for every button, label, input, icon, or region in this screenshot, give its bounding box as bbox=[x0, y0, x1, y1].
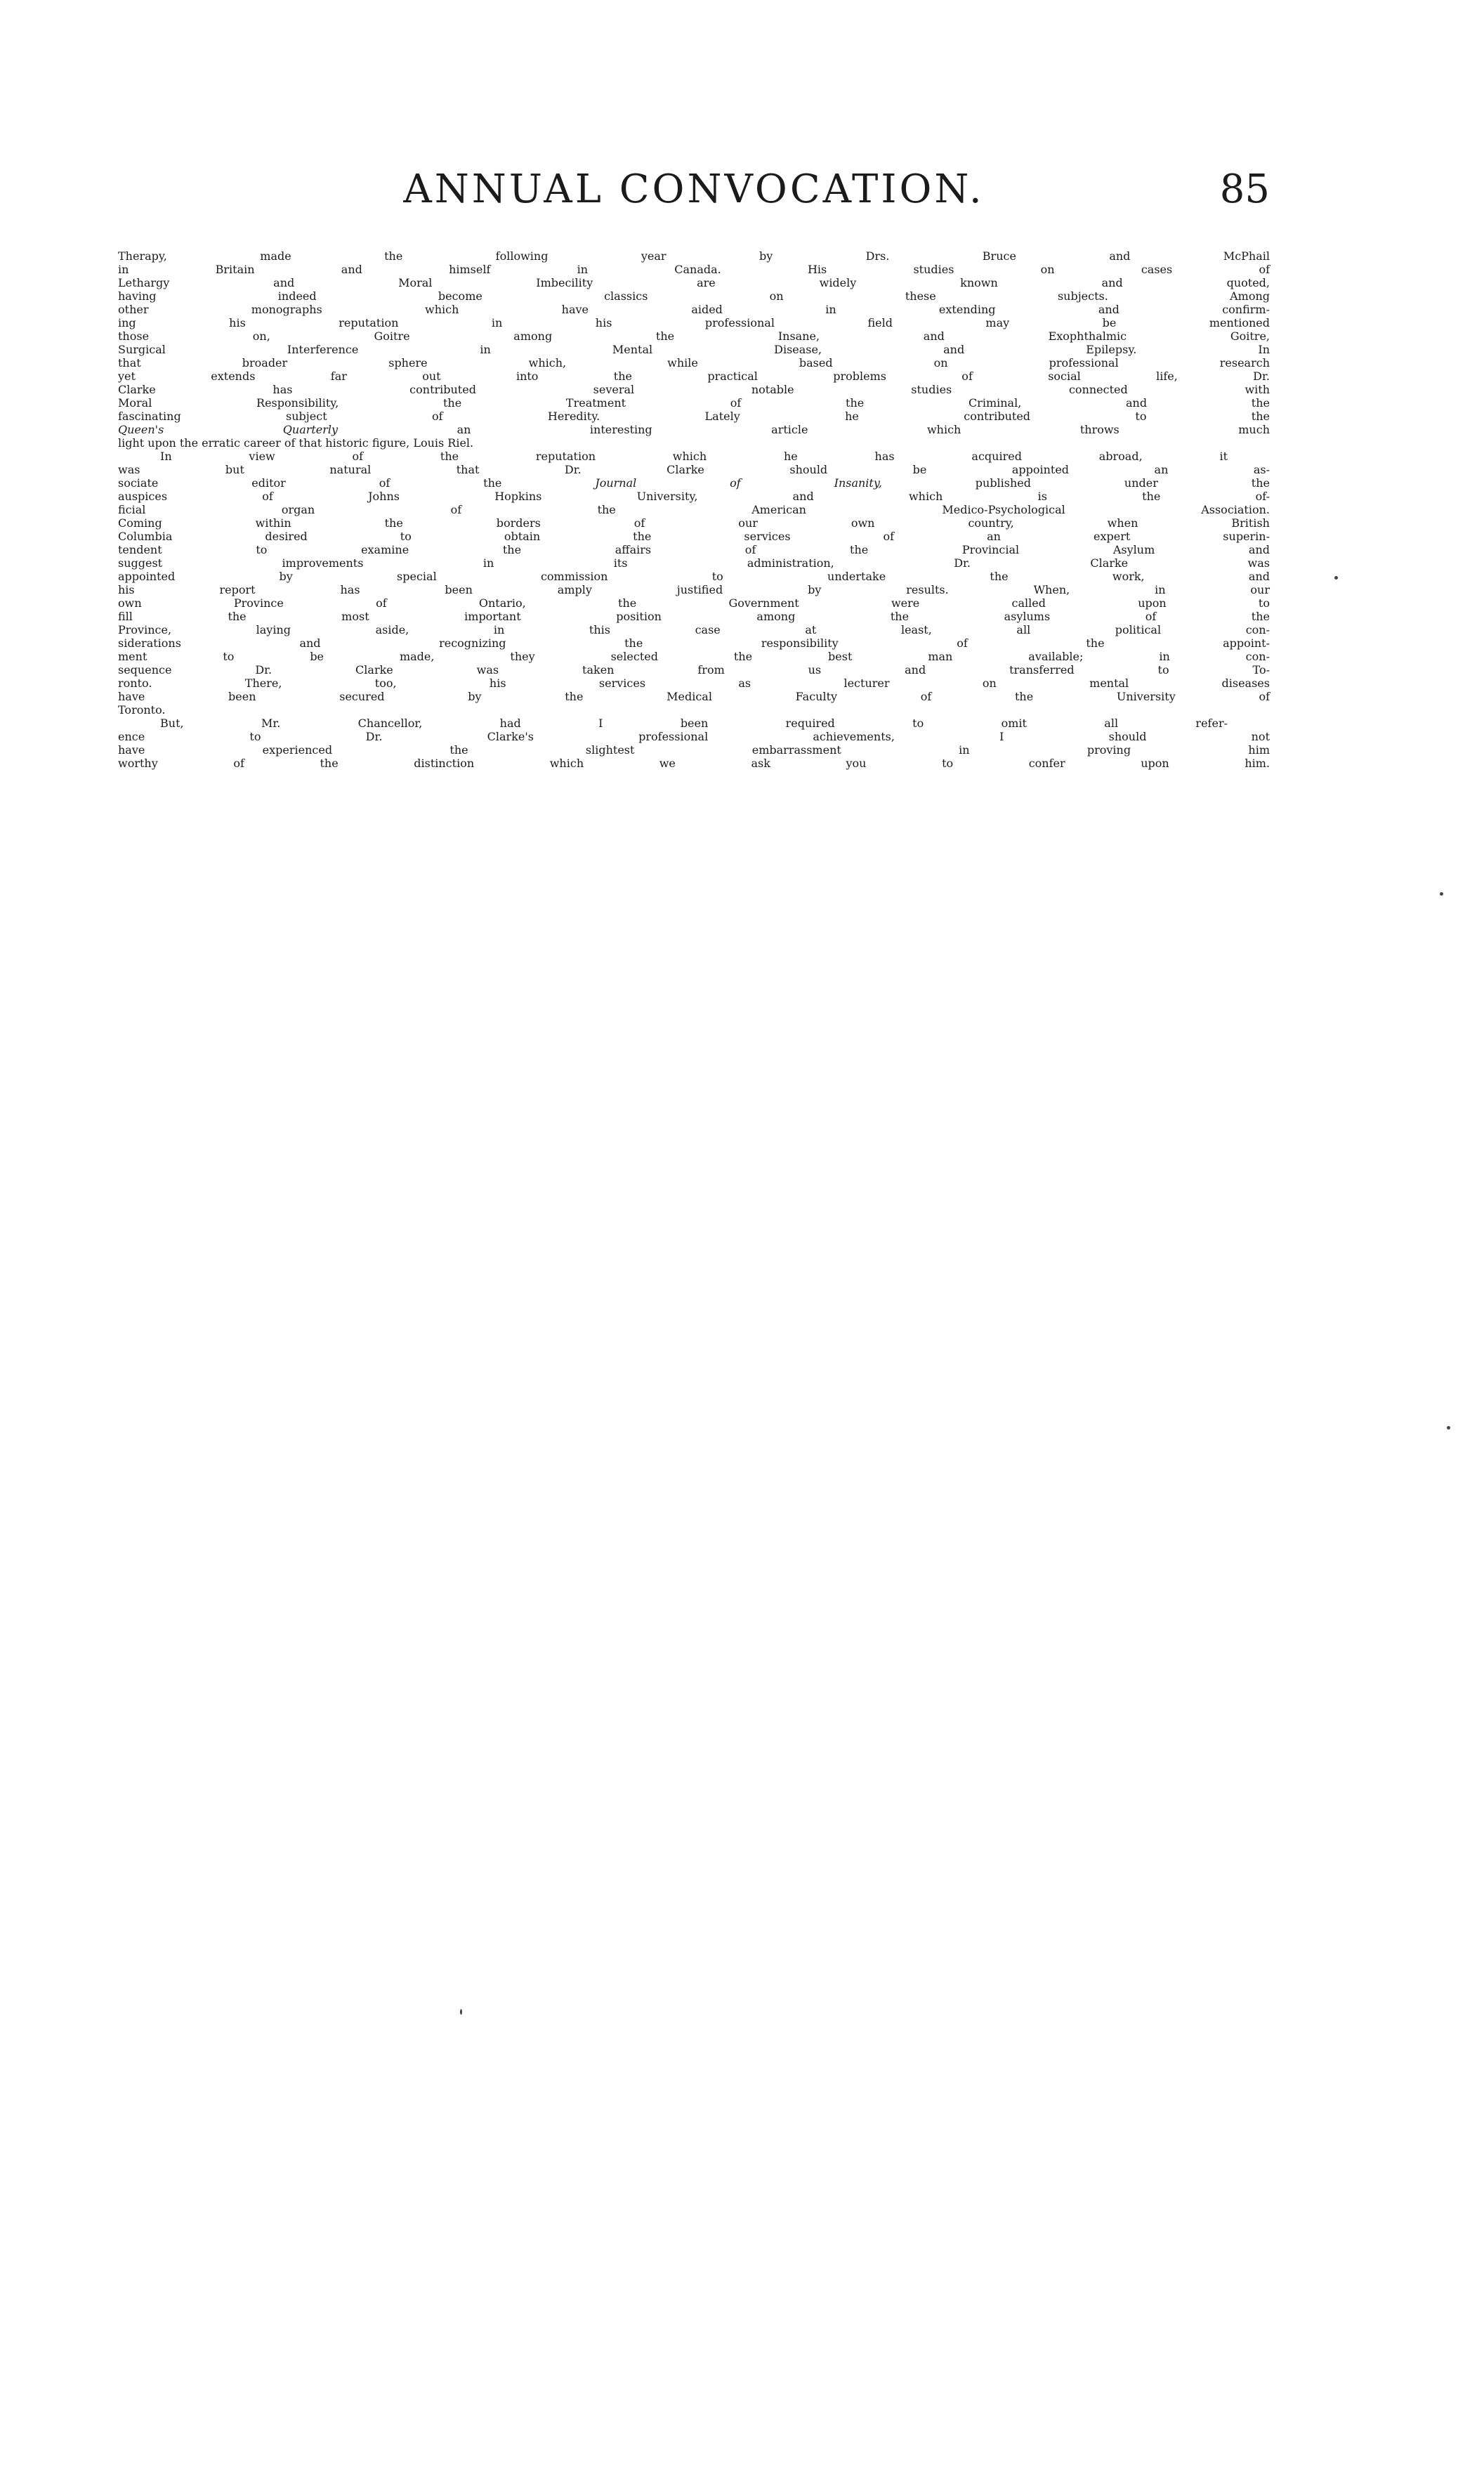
text-line: Province, laying aside, in this case at least, all political con- bbox=[118, 623, 1270, 636]
text-line: have experienced the slightest embarrassment in proving him bbox=[118, 743, 1270, 757]
body-text bbox=[118, 249, 1270, 770]
text-line: siderations and recognizing the responsibility of the appoint- bbox=[118, 636, 1270, 650]
line-rest: an interesting article which throws much bbox=[338, 423, 1270, 436]
text-line: Columbia desired to obtain the services of an expert superin- bbox=[118, 530, 1270, 543]
text-line: that broader sphere which, while based on professional research bbox=[118, 356, 1270, 370]
text-line: yet extends far out into the practical problems of social life, Dr. bbox=[118, 370, 1270, 383]
text-line: Therapy, made the following year by Drs. Bruce and McPhail bbox=[118, 249, 1270, 263]
text-line-with-italic bbox=[118, 476, 1270, 490]
text-line: Coming within the borders of our own country, when British bbox=[118, 516, 1270, 530]
text-line: in Britain and himself in Canada. His studies on cases of bbox=[118, 263, 1270, 276]
text-line: ence to Dr. Clarke's professional achievements, I should not bbox=[118, 730, 1270, 743]
text-line: Surgical Interference in Mental Disease, and Epilepsy. In bbox=[118, 343, 1270, 356]
text-line: Toronto. bbox=[118, 703, 166, 717]
text-line: was but natural that Dr. Clarke should be appointed an as- bbox=[118, 463, 1270, 476]
line-rest: published under the bbox=[881, 476, 1270, 490]
text-line: appointed by special commission to undertake the work, and bbox=[118, 570, 1270, 583]
text-line: own Province of Ontario, the Government were called upon to bbox=[118, 596, 1270, 610]
text-line: other monographs which have aided in extending and confirm- bbox=[118, 303, 1270, 316]
text-line: ing his reputation in his professional field may be mentioned bbox=[118, 316, 1270, 329]
text-line: ment to be made, they selected the best man available; in con- bbox=[118, 650, 1270, 663]
text-line: sequence Dr. Clarke was taken from us and transferred to To- bbox=[118, 663, 1270, 676]
text-line: ronto. There, too, his services as lecturer on mental diseases bbox=[118, 676, 1270, 690]
italic-title: Journal of Insanity, bbox=[595, 476, 882, 490]
print-speck bbox=[1447, 1426, 1450, 1430]
text-line: fill the most important position among the asylums of the bbox=[118, 610, 1270, 623]
text-line: ficial organ of the American Medico-Psychological Association. bbox=[118, 503, 1270, 516]
text-line: Clarke has contributed several notable studies connected with bbox=[118, 383, 1270, 396]
text-line: tendent to examine the affairs of the Provincial Asylum and bbox=[118, 543, 1270, 556]
paragraph-2 bbox=[118, 450, 1270, 717]
text-line: suggest improvements in its administration, Dr. Clarke was bbox=[118, 556, 1270, 570]
line-start: sociate editor of the bbox=[118, 476, 596, 490]
text-line-with-italic bbox=[118, 423, 1270, 436]
paragraph-1 bbox=[118, 249, 1270, 450]
print-speck bbox=[1334, 576, 1338, 580]
print-speck bbox=[460, 2009, 462, 2015]
text-line: fascinating subject of Heredity. Lately he contributed to the bbox=[118, 410, 1270, 423]
text-line: light upon the erratic career of that historic figure, Louis Riel. bbox=[118, 436, 474, 450]
page-number: 85 bbox=[1219, 166, 1270, 212]
text-line: his report has been amply justified by results. When, in our bbox=[118, 583, 1270, 596]
page-header bbox=[118, 165, 1270, 249]
text-line: worthy of the distinction which we ask you to confer upon him. bbox=[118, 757, 1270, 770]
text-line: Moral Responsibility, the Treatment of the Criminal, and the bbox=[118, 396, 1270, 410]
paragraph-3 bbox=[118, 717, 1270, 770]
text-line: But, Mr. Chancellor, had I been required to omit all refer- bbox=[160, 717, 1228, 730]
book-page bbox=[118, 165, 1270, 770]
italic-title: Queen's Quarterly bbox=[118, 423, 339, 436]
running-head: ANNUAL CONVOCATION. bbox=[403, 166, 985, 212]
text-line: having indeed become classics on these subjects. Among bbox=[118, 289, 1270, 303]
print-speck bbox=[1440, 892, 1443, 896]
text-line: auspices of Johns Hopkins University, and which is the of- bbox=[118, 490, 1270, 503]
text-line: Lethargy and Moral Imbecility are widely known and quoted, bbox=[118, 276, 1270, 289]
text-line: In view of the reputation which he has acquired abroad, it bbox=[160, 450, 1228, 463]
text-line: those on, Goitre among the Insane, and Exophthalmic Goitre, bbox=[118, 329, 1270, 343]
text-line: have been secured by the Medical Faculty of the University of bbox=[118, 690, 1270, 703]
